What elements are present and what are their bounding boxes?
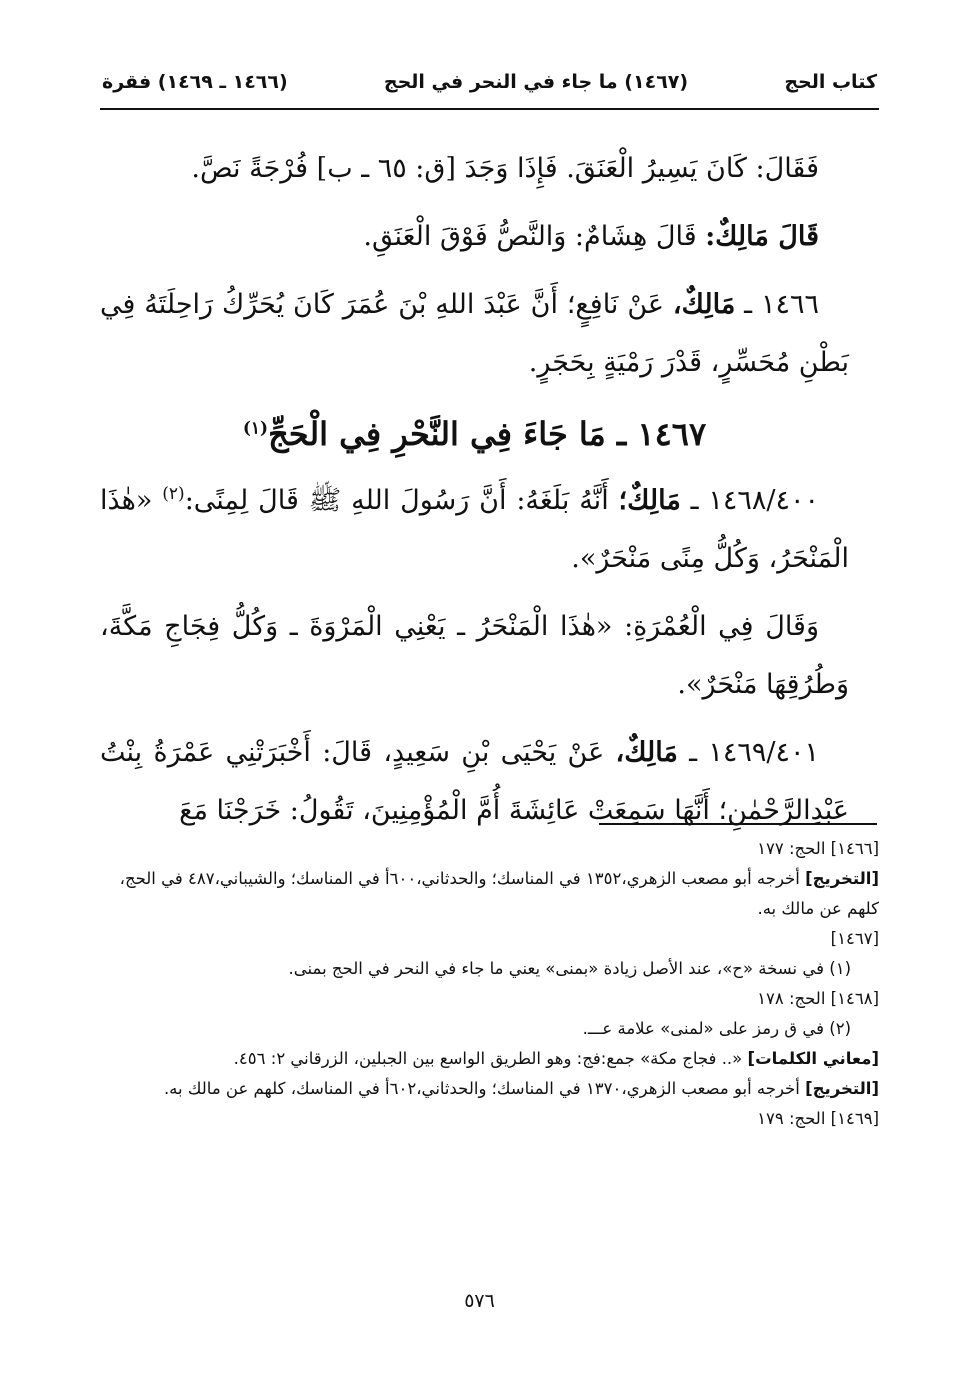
hadith-text: عَنْ نَافِعٍ؛ أَنَّ عَبْدَ اللهِ بْنَ عُمَرَ كَانَ يُحَرِّكُ رَاحِلَتَهُ فِي بَطْنِ مُحَسِّرٍ، قَدْرَ رَمْيَةٍ بِحَجَرٍ. xyxy=(100,289,849,378)
paragraph-2-text: قَالَ هِشَامٌ: وَالنَّصُّ فَوْقَ الْعَنَقِ. xyxy=(363,221,706,252)
footnote-takhrij-1466 xyxy=(100,864,879,924)
paragraph-1: فَقَالَ: كَانَ يَسِيرُ الْعَنَقَ. فَإِذَا وَجَدَ [ق: ٦٥ ـ ب] فُرْجَةً نَصَّ. xyxy=(191,153,819,184)
footnote-ref-1469: [١٤٦٩] الحج: ١٧٩ xyxy=(757,1109,879,1128)
footnote-note-2: (٢) في ق رمز على «لمنى» علامة عـــ. xyxy=(582,1019,851,1038)
hadith-number: ١٤٦٦ ـ xyxy=(735,289,819,320)
paragraph-range: (١٤٦٦ ـ ١٤٦٩) فقرة xyxy=(102,71,288,93)
narrator-name: مَالِكٌ، xyxy=(615,737,678,768)
footnote-note-1: (١) في نسخة «ح»، عند الأصل زيادة «بمنى» يعني ما جاء في النحر في الحج بمنى. xyxy=(288,959,851,978)
word-meanings-label: [معاني الكلمات] xyxy=(747,1049,879,1068)
narrator-name: مَالِكٌ، xyxy=(672,289,736,320)
hadith-quote: «هٰذَا الْمَنْحَرُ، وَكُلُّ مِنًى مَنْحَرٌ». xyxy=(100,485,849,574)
book-title: كتاب الحج xyxy=(784,71,877,93)
footnote-ref-1468: [١٤٦٨] الحج: ١٧٨ xyxy=(757,989,879,1008)
narrator-name: مَالِكٌ؛ xyxy=(618,485,681,516)
footnotes xyxy=(100,834,879,1134)
running-header xyxy=(102,62,877,102)
footnote-divider xyxy=(599,823,877,825)
hadith-text: عَنْ يَحْيَى بْنِ سَعِيدٍ، قَالَ: أَخْبَرَتْنِي عَمْرَةُ بِنْتُ عَبْدِالرَّحْمٰنِ؛ أَنَّهَا سَمِعَتْ عَائِشَةَ أُمَّ الْمُؤْمِنِينَ، تَقُولُ: خَرَجْنَا مَعَ xyxy=(100,737,849,826)
hadith-text: أَنَّهُ بَلَغَهُ: أَنَّ رَسُولَ اللهِ ﷺ قَالَ لِمِنًى: xyxy=(184,485,619,516)
header-divider xyxy=(100,108,879,110)
paragraph-2 xyxy=(100,208,849,266)
chapter-heading xyxy=(100,402,849,466)
takhrij-text: أخرجه أبو مصعب الزهري،١٣٧٠ في المناسك؛ والحدثاني،٦٠٢أ في المناسك، كلهم عن مالك به. xyxy=(163,1079,806,1098)
chapter-title: (١٤٦٧) ما جاء في النحر في الحج xyxy=(383,71,689,93)
footnote-marker-1: (١) xyxy=(242,418,269,439)
page-number: ٥٧٦ xyxy=(464,1290,495,1312)
chapter-heading-text: ١٤٦٧ ـ مَا جَاءَ فِي النَّحْرِ فِي الْحَجِّ xyxy=(268,415,707,453)
word-meanings-text: «.. فجاج مكة» جمع:فج: وهو الطريق الواسع بين الجبلين، الزرقاني ٢: ٤٥٦. xyxy=(233,1049,748,1068)
main-text xyxy=(100,140,849,850)
hadith-number: ١٤٦٩/٤٠١ ـ xyxy=(677,737,820,768)
footnote-marker-2: (٢) xyxy=(162,484,185,504)
hadith-1468 xyxy=(100,472,849,588)
takhrij-label: [التخريج] xyxy=(805,869,879,888)
footnote-takhrij-1468 xyxy=(100,1074,879,1104)
takhrij-label: [التخريج] xyxy=(805,1079,879,1098)
footnote-word-meanings xyxy=(100,1044,879,1074)
takhrij-text: أخرجه أبو مصعب الزهري،١٣٥٢ في المناسك؛ والحدثاني،٦٠٠أ في المناسك؛ والشيباني،٤٨٧ في الحج، كلهم عن مالك به. xyxy=(119,869,879,918)
narrator-name: قَالَ مَالِكٌ: xyxy=(705,221,819,252)
hadith-1466 xyxy=(100,276,849,392)
footnote-ref-1466: [١٤٦٦] الحج: ١٧٧ xyxy=(757,839,879,858)
paragraph-umrah: وَقَالَ فِي الْعُمْرَةِ: «هٰذَا الْمَنْحَرُ ـ يَعْنِي الْمَرْوَةَ ـ وَكُلُّ فِجَاجِ مَكَّةَ، وَطُرُقِهَا مَنْحَرٌ». xyxy=(100,611,849,700)
hadith-number: ١٤٦٨/٤٠٠ ـ xyxy=(680,485,819,516)
footnote-ref-1467: [١٤٦٧] xyxy=(830,929,879,948)
